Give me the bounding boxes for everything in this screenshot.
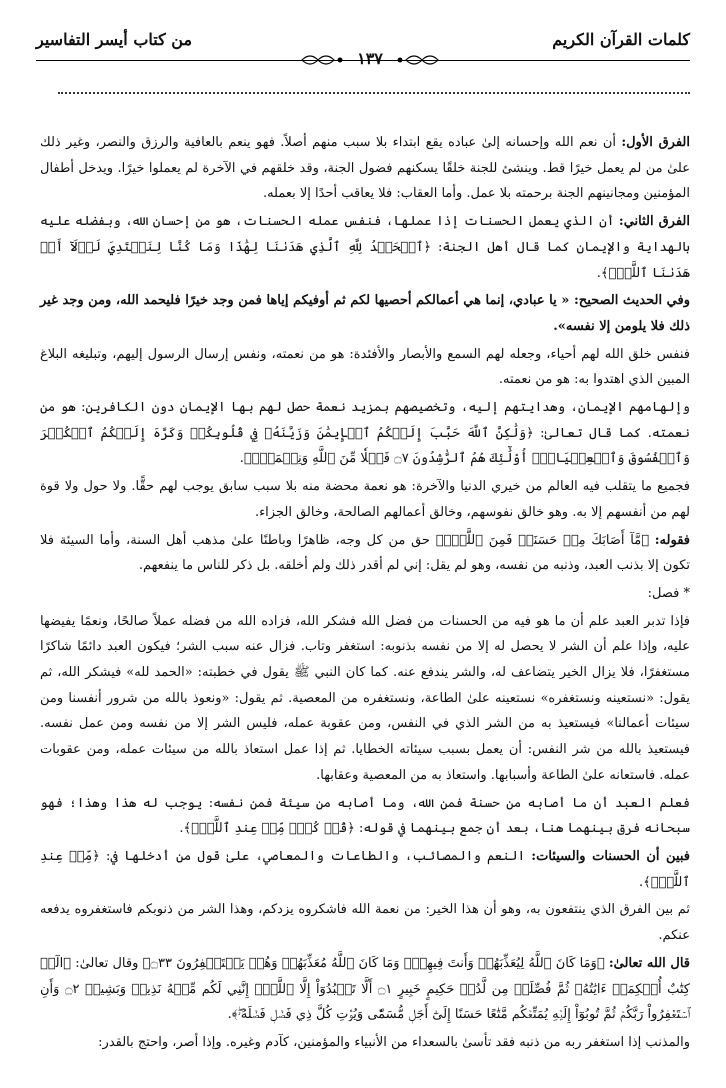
paragraph: [40, 395, 690, 472]
paragraph-text: ﴿مَّآ أَصَابَكَ مِنۡ حَسَنَةٖ فَمِنَ ٱللَّهِۖ﴾ حق من كل وجه، ظاهرًا وباطنًا علىٰ مذهب أهل السنة، وأما السيئة فلا تكون إلا بذنب العبد، وذنبه من نفسه، وهو لم يقل: إني لم أقدر ذلك ولم أخلقه. بل ذكر للناس ما ينفعهم.: [40, 532, 690, 574]
paragraph-text: ثم بين الفرق الذي ينتفعون به، وهو أن هذا الخير: من نعمة الله فاشكروه يزدكم، وهذا الشر من ذنوبكم فاستغفروه يدفعه عنكم.: [40, 902, 690, 944]
paragraph: [40, 844, 690, 895]
paragraph-lead: وفي الحديث الصحيح:: [574, 293, 690, 309]
paragraph: [40, 609, 690, 789]
paragraph-lead: الفرق الثاني:: [618, 214, 690, 230]
book-title: كلمات القرآن الكريم: [552, 30, 690, 49]
hadith-paragraph: [40, 288, 690, 339]
dotted-separator: [58, 92, 690, 94]
paragraph-text: * فصل:: [647, 585, 690, 601]
paragraph-text: والمذنب إذا استغفر ربه من ذنبه فقد تأسىٰ بالسعداء من الأنبياء والمؤمنين، كآدم وغيره. وإذا أصر، واحتج بالقدر:: [98, 1034, 690, 1050]
paragraph-text: ﴿وَمَا كَانَ ٱللَّهُ لِيُعَذِّبَهُمۡ وَأَنتَ فِيهِمۡۚ وَمَا كَانَ ٱللَّهُ مُعَذِّبَهُمۡ وَهُمۡ يَسۡتَغۡفِرُونَ ۝٣٣﴾ وقال تعالىٰ: ﴿الٓرۚ كِتَٰبٌ أُحۡكِمَتۡ ءَايَٰتُهُۥ ثُمَّ فُصِّلَتۡ مِن لَّدُنۡ حَكِيمٍ خَبِيرٍ ۝١ أَلَّا تَعۡبُدُوٓاْ إِلَّا ٱللَّهَۚ إِنَّنِي لَكُم مِّنۡهُ نَذِيرٞ وَبَشِيرٞ ۝٢ وَأَنِ ٱسۡتَغۡفِرُواْ رَبَّكُمۡ ثُمَّ تُوبُوٓاْ إِلَيۡهِ يُمَتِّعۡكُم مَّتَٰعًا حَسَنًا إِلَىٰٓ أَجَلٖ مُّسَمّٗى وَيُؤۡتِ كُلَّ ذِي فَضۡلٖ فَضۡلَهُۥۖ﴾.: [40, 955, 690, 1023]
section-heading: [40, 581, 690, 607]
paragraph-text: أن الذي يعمل الحسنات إذا عملها، فنفس عمله الحسنات، هو من إحسان الله، وبفضله عليه بالهداية والإيمان كما قال أهل الجنة: ﴿ٱلۡحَمۡدُ لِلَّهِ ٱلَّذِي هَدَىٰنَا لِهَٰذَا وَمَا كُنَّا لِنَهۡتَدِيَ لَوۡلَآ أَنۡ هَدَىٰنَا ٱللَّهُۖ﴾.: [40, 214, 690, 281]
paragraph-text: النعم والمصائب، والطاعات والمعاصي، علىٰ قول من أدخلها في: ﴿مِّنۡ عِندِ ٱللَّهِۖ﴾.: [40, 848, 690, 890]
page-body: [40, 130, 690, 1058]
paragraph: [40, 474, 690, 525]
paragraph-lead: فقوله:: [654, 532, 690, 548]
paragraph-text: وإلهامهم الإيمان، وهدايتهم إليه، وتخصيصهم بمزيد نعمة حصل لهم بها الإيمان دون الكافرين: هو من نعمته. كما قال تعالىٰ: ﴿وَلَٰكِنَّ ٱللَّهَ حَبَّبَ إِلَيۡكُمُ ٱلۡإِيمَٰنَ وَزَيَّنَهُۥ فِي قُلُوبِكُمۡ وَكَرَّهَ إِلَيۡكُمُ ٱلۡكُفۡرَ وَٱلۡفُسُوقَ وَٱلۡعِصۡيَانَۚ أُوْلَٰٓئِكَ هُمُ ٱلرَّٰشِدُونَ ۝٧ فَضۡلٗا مِّنَ ٱللَّهِ وَنِعۡمَةٗۚ﴾.: [40, 400, 690, 467]
paragraph-text: « يا عبادي، إنما هي أعمالكم أحصيها لكم ثم أوفيكم إياها فمن وجد خيرًا فليحمد الله، ومن وجد غير ذلك فلا يلومن إلا نفسه».: [40, 293, 690, 334]
paragraph-text: فجميع ما يتقلب فيه العالم من خيري الدنيا والآخرة: هو نعمة محضة منه بلا سبب سابق يوجب لهم حقًّا. ولا حول ولا قوة لهم من أنفسهم إلا به. وهو خالق نفوسهم، وخالق أعمالهم الصالحة، وخالق الجزاء.: [40, 479, 690, 520]
source-title: من كتاب أيسر التفاسير: [36, 30, 193, 49]
paragraph-text: أن نعم الله وإحسانه إلىٰ عباده يقع ابتداء بلا سبب منهم أصلاً. فهو ينعم بالعافية والرزق والنصر، وغير ذلك علىٰ من لم يعمل خيرًا قط. وينشئ للجنة خلقًا يسكنهم فضول الجنة، وقد خلقهم في الآخرة لم يعملوا خيرًا. ويدخل أطفال المؤمنين ومجانينهم الجنة برحمته بلا عمل. وأما العقاب: فلا يعاقب أحدًا إلا بعمله.: [40, 135, 690, 202]
page-number: ١٣٧: [357, 49, 383, 68]
paragraph: [40, 209, 690, 286]
paragraph-lead: فبين أن الحسنات والسيئات:: [531, 848, 691, 864]
paragraph-lead: الفرق الأول:: [621, 135, 690, 150]
paragraph: [40, 951, 690, 1028]
paragraph-lead: قال الله تعالىٰ:: [608, 955, 691, 971]
paragraph: [40, 791, 690, 842]
header-rule: [36, 60, 690, 61]
paragraph-text: فنفس خلق الله لهم أحياء، وجعله لهم السمع والأبصار والأفئدة: هو من نعمته، ونفس إرسال الرسول إليهم، وتبليغه البلاغ المبين الذي اهتدوا به: هو من نعمته.: [40, 346, 690, 388]
paragraph: [40, 1030, 690, 1056]
paragraph: [40, 130, 690, 207]
paragraph: [40, 528, 690, 579]
paragraph: [40, 342, 690, 393]
paragraph-text: فإذا تدبر العبد علم أن ما هو فيه من الحسنات من فضل الله فشكر الله، فزاده الله من فضله عملاً صالحًا، ونعمًا يفيضها عليه، وإذا علم أن الشر لا يحصل له إلا من نفسه بذنوبه: استغفر وتاب. فزال عنه سبب الشر؛ فيكون العبد دائمًا شاكرًا مستغفرًا، فلا يزال الخير يتضاعف له، والشر يندفع عنه. كما كان النبي ﷺ يقول في خطبته: «الحمد لله» فيشكر الله، ثم يقول: «نستعينه ونستغفره» نستعينه علىٰ الطاعة، ونستغفره من المعصية. ثم يقول: «ونعوذ بالله من شرور أنفسنا ومن سيئات أعمالنا» فيستعيذ به من الشر الذي في النفس، ومن عقوبة عمله، فليس الشر إلا من نفسه ومن عمل نفسه. فيستعيذ بالله من شر النفس: أن يعمل بسبب سيئاته الخطايا. ثم إذا عمل استعاذ بالله من سيئات عمله، ومن عقوبات عمله. فاستعانه علىٰ الطاعة وأسبابها. واستعاذ به من المعصية وعقابها.: [40, 613, 690, 783]
paragraph-text: فعلم العبد أن ما أصابه من حسنة فمن الله، وما أصابه من سيئة فمن نفسه: يوجب له هذا وهذا؛ فهو سبحانه فرق بينهما هنا، بعد أن جمع بينهما في قوله: ﴿قُلۡ كُلّٞ مِّنۡ عِندِ ٱللَّهِۖ﴾.: [40, 795, 690, 837]
paragraph: [40, 897, 690, 948]
